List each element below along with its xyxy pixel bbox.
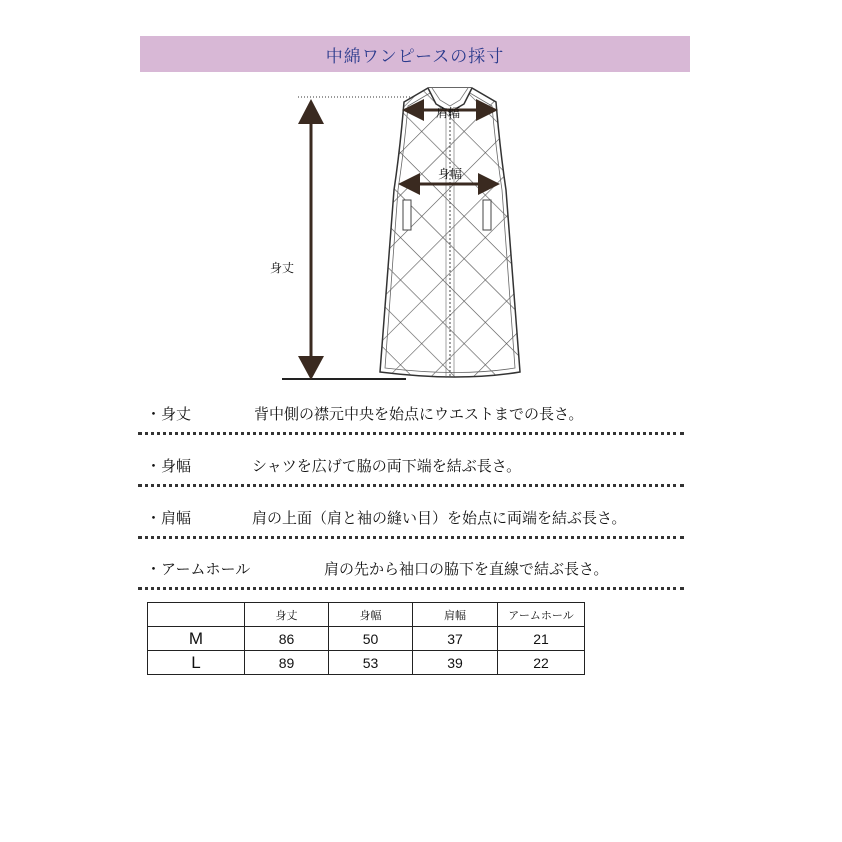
table-header-cell: アームホール: [498, 603, 585, 627]
dress-illustration: [380, 88, 520, 378]
desc-row-body-width: [140, 455, 685, 479]
table-cell: 21: [498, 627, 585, 651]
desc-text: 肩の先から袖口の脇下を直線で結ぶ長さ。: [324, 560, 609, 578]
table-header-cell: 身丈: [245, 603, 329, 627]
desc-text: 背中側の襟元中央を始点にウエストまでの長さ。: [254, 405, 584, 423]
dotted-divider: [138, 484, 684, 487]
table-header-cell: 肩幅: [413, 603, 498, 627]
desc-text: シャツを広げて脇の両下端を結ぶ長さ。: [252, 457, 522, 475]
table-cell: 50: [329, 627, 413, 651]
desc-row-shoulder: [140, 507, 685, 531]
desc-term: ・身丈: [146, 405, 192, 423]
page-title: 中綿ワンピースの採寸: [325, 46, 505, 67]
table-cell: 89: [245, 651, 329, 675]
desc-term: ・肩幅: [146, 509, 192, 527]
table-cell: 86: [245, 627, 329, 651]
table-header-cell: [148, 603, 245, 627]
table-header-cell: 身幅: [329, 603, 413, 627]
desc-row-armhole: [140, 558, 685, 582]
dotted-divider: [138, 587, 684, 590]
garment-diagram: [0, 0, 842, 400]
size-label: L: [148, 651, 245, 675]
body-width-label: 身幅: [438, 167, 463, 181]
table-cell: 53: [329, 651, 413, 675]
table-cell: 39: [413, 651, 498, 675]
table-row: [148, 627, 585, 651]
desc-term: ・身幅: [146, 457, 192, 475]
table-cell: 22: [498, 651, 585, 675]
length-arrow: [298, 99, 324, 380]
table-cell: 37: [413, 627, 498, 651]
size-label: M: [148, 627, 245, 651]
size-table: [147, 602, 585, 675]
table-row: [148, 651, 585, 675]
dotted-divider: [138, 536, 684, 539]
desc-text: 肩の上面（肩と袖の縫い目）を始点に両端を結ぶ長さ。: [252, 509, 627, 527]
dotted-divider: [138, 432, 684, 435]
desc-row-length: [140, 403, 685, 427]
shoulder-width-label: 肩幅: [436, 106, 461, 120]
length-label: 身丈: [270, 261, 295, 275]
desc-term: ・アームホール: [146, 560, 251, 578]
table-header-row: [148, 603, 585, 627]
